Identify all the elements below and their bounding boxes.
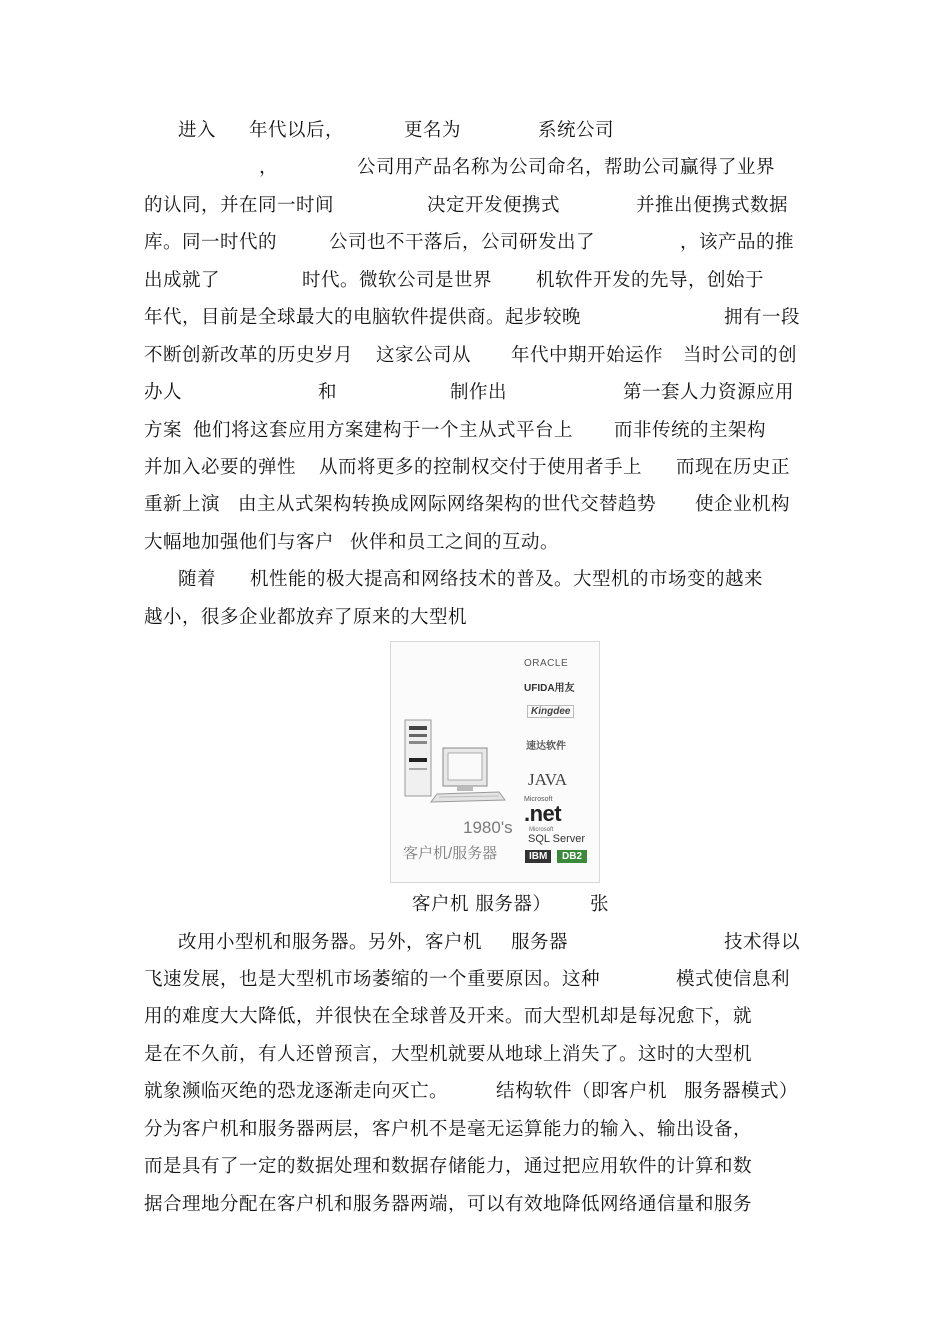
text-segment: 的认同，并在同一时间	[144, 195, 335, 216]
text-segment: 并加入必要的弹性	[144, 457, 297, 478]
text-segment: 从而将更多的控制权交付于使用者手上	[319, 457, 643, 478]
text-segment: 重新上演	[144, 494, 221, 515]
java-logo: JAVA	[528, 770, 568, 789]
text-segment: 公司用产品名称为公司命名，帮助公司赢得了业界	[357, 157, 776, 178]
sqlserver-ms-label: Microsoft	[529, 827, 554, 833]
text-segment: 随着	[178, 569, 217, 590]
text-segment: 出成就了	[144, 270, 221, 291]
text-segment: 第一套人力资源应用	[623, 382, 795, 403]
text-segment: 结构软件（即客户机	[496, 1081, 668, 1102]
era-year: 1980's	[463, 818, 513, 837]
text-line	[0, 153, 950, 183]
text-segment: 使企业机构	[695, 494, 791, 515]
text-segment: 飞速发展，也是大型机市场萎缩的一个重要原因。这种	[144, 969, 601, 990]
kingdee-logo: Kingdee	[527, 705, 574, 718]
text-segment: 机性能的极大提高和网络技术的普及。大型机的市场变的越来	[250, 569, 764, 590]
text-segment: 改用小型机和服务器。另外，客户机	[178, 932, 483, 953]
text-segment: 方案	[144, 420, 183, 441]
text-line	[0, 1152, 950, 1182]
text-segment: 决定开发便携式	[427, 195, 561, 216]
figure-caption-left: 客户机 服务器）	[412, 894, 552, 915]
text-segment: 服务器模式）	[684, 1081, 799, 1102]
text-line	[0, 1077, 950, 1107]
text-segment: 时代。微软公司是世界	[302, 270, 493, 291]
text-line	[0, 341, 950, 371]
text-segment: 更名为	[404, 120, 462, 141]
text-line	[0, 1190, 950, 1220]
text-segment: 这家公司从	[376, 345, 472, 366]
text-segment: 而是具有了一定的数据处理和数据存储能力，通过把应用软件的计算和数	[144, 1156, 753, 1177]
text-segment: 就象濒临灭绝的恐龙逐渐走向灭亡。	[144, 1081, 449, 1102]
oracle-logo: ORACLE	[524, 658, 569, 669]
ufida-logo: UFIDA用友	[524, 683, 575, 694]
suda-software-logo: 速达软件	[526, 741, 566, 752]
text-line	[0, 603, 950, 633]
text-segment: 服务器	[511, 932, 569, 953]
text-line	[0, 1002, 950, 1032]
text-segment: 年代中期开始运作	[511, 345, 664, 366]
text-line	[0, 928, 950, 958]
text-segment: 伙伴和员工之间的互动。	[350, 532, 560, 553]
text-line	[0, 266, 950, 296]
text-line	[0, 228, 950, 258]
text-segment: 模式使信息利	[676, 969, 791, 990]
client-server-figure	[390, 641, 600, 883]
text-line	[0, 490, 950, 520]
text-line	[0, 453, 950, 483]
ibm-logo: IBM	[525, 850, 551, 863]
text-line	[0, 116, 950, 146]
text-segment: 而现在历史正	[676, 457, 791, 478]
text-line	[0, 303, 950, 333]
text-segment: 办人	[144, 382, 183, 403]
text-segment: 而非传统的主架构	[614, 420, 767, 441]
figure-caption-right: 张	[590, 894, 610, 915]
text-line	[0, 1040, 950, 1070]
text-segment: 当时公司的创	[683, 345, 798, 366]
text-segment: 拥有一段	[724, 307, 801, 328]
db2-logo: DB2	[557, 850, 587, 863]
text-segment: 年代，目前是全球最大的电脑软件提供商。起步较晚	[144, 307, 582, 328]
text-segment: 年代以后，	[249, 120, 345, 141]
text-segment: 机软件开发的先导，创始于	[536, 270, 765, 291]
text-line	[0, 416, 950, 446]
text-segment: ，	[259, 157, 279, 178]
text-segment: 并推出便携式数据	[636, 195, 789, 216]
text-segment: 据合理地分配在客户机和服务器两端，可以有效地降低网络通信量和服务	[144, 1194, 753, 1215]
text-segment: 系统公司	[538, 120, 615, 141]
text-segment: 是在不久前，有人还曾预言，大型机就要从地球上消失了。这时的大型机	[144, 1044, 753, 1065]
text-segment: 由主从式架构转换成网际网络架构的世代交替趋势	[238, 494, 657, 515]
text-segment: 不断创新改革的历史岁月	[144, 345, 354, 366]
text-segment: 库。同一时代的	[144, 232, 278, 253]
sqlserver-logo: SQL Server	[528, 833, 586, 845]
microsoft-label: Microsoft	[524, 796, 553, 803]
text-segment: 制作出	[450, 382, 508, 403]
text-segment: 分为客户机和服务器两层，客户机不是毫无运算能力的输入、输出设备，	[144, 1119, 753, 1140]
text-line	[0, 378, 950, 408]
text-segment: 他们将这套应用方案建构于一个主从式平台上	[193, 420, 574, 441]
text-line	[0, 965, 950, 995]
text-segment: 大幅地加强他们与客户	[144, 532, 335, 553]
era-label: 客户机/服务器	[403, 845, 498, 862]
text-segment: 进入	[178, 120, 217, 141]
text-segment: 越小，很多企业都放弃了原来的大型机	[144, 607, 468, 628]
text-segment: 和	[318, 382, 338, 403]
text-line	[0, 1115, 950, 1145]
text-line	[0, 565, 950, 595]
text-line	[0, 191, 950, 221]
text-segment: 用的难度大大降低，并很快在全球普及开来。而大型机却是每况愈下，就	[144, 1006, 753, 1027]
text-line	[0, 528, 950, 558]
text-segment: 公司也不干落后，公司研发出了	[329, 232, 596, 253]
text-segment: 技术得以	[724, 932, 801, 953]
text-segment: ，该产品的推	[680, 232, 795, 253]
dotnet-logo: .net	[524, 801, 562, 826]
